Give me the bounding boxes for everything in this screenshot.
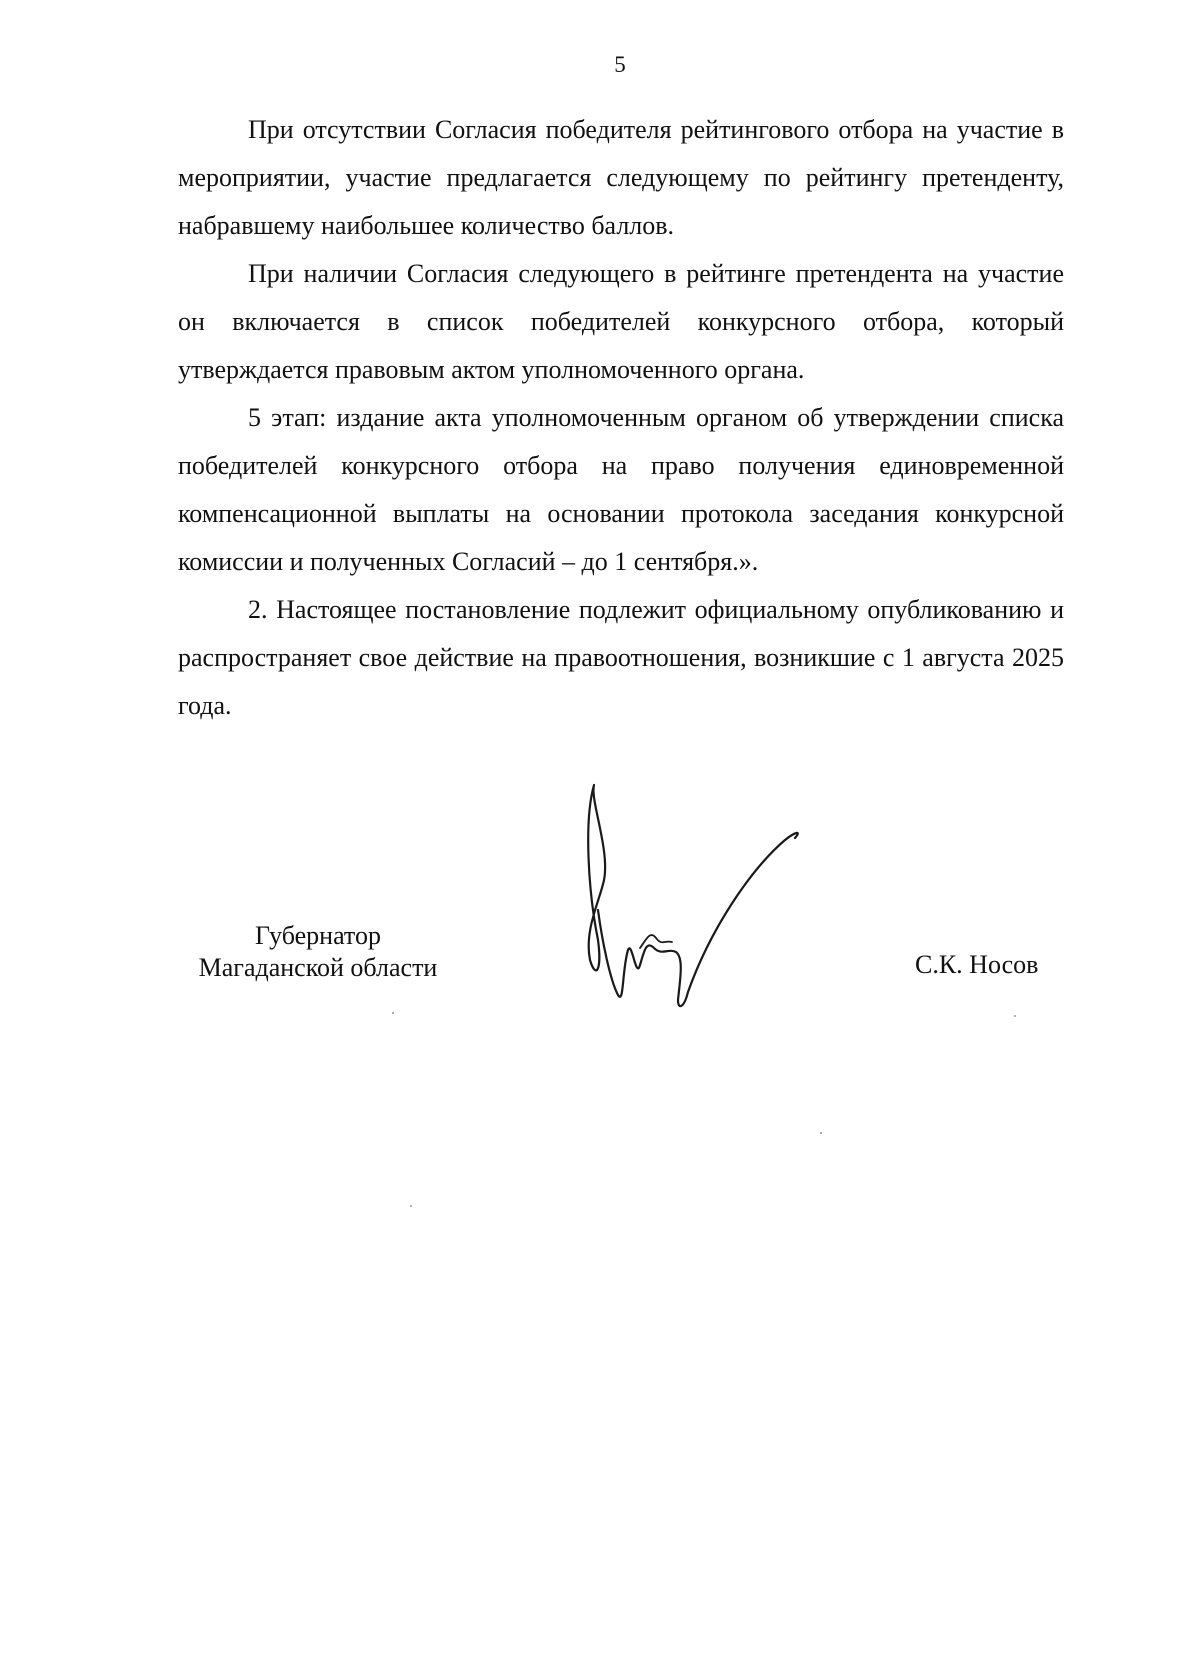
signatory-name: С.К. Носов — [915, 950, 1039, 979]
handwritten-signature — [580, 780, 840, 1040]
paragraph-3: 5 этап: издание акта уполномоченным органом об утверждении списка победителей конкурсного отбора на право получения единовременной компенсационной выплаты на основании протокола заседания конкурсной комиссии и полученных Согласий – до 1 сентября.». — [178, 403, 1064, 576]
signatory-position-line-2: Магаданской области — [198, 953, 438, 982]
scan-speck — [1014, 1015, 1016, 1017]
scan-speck — [392, 1012, 394, 1014]
scan-speck — [410, 1205, 412, 1207]
paragraph-1: При отсутствии Согласия победителя рейтингового отбора на участие в мероприятии, участие предлагается следующему по рейтингу претенденту, набравшему наибольшее количество баллов. — [178, 115, 1064, 240]
page-number: 5 — [614, 52, 626, 77]
paragraph-4: 2. Настоящее постановление подлежит официальному опубликованию и распространяет свое действие на правоотношения, возникшие с 1 августа 2025 года. — [178, 595, 1064, 720]
signatory-position — [168, 920, 468, 984]
document-body — [178, 106, 1064, 730]
signatory-position-line-1: Губернатор — [255, 921, 381, 950]
scan-speck — [820, 1132, 822, 1134]
paragraph-2: При наличии Согласия следующего в рейтинге претендента на участие он включается в список победителей конкурсного отбора, который утверждается правовым актом уполномоченного органа. — [178, 259, 1064, 384]
